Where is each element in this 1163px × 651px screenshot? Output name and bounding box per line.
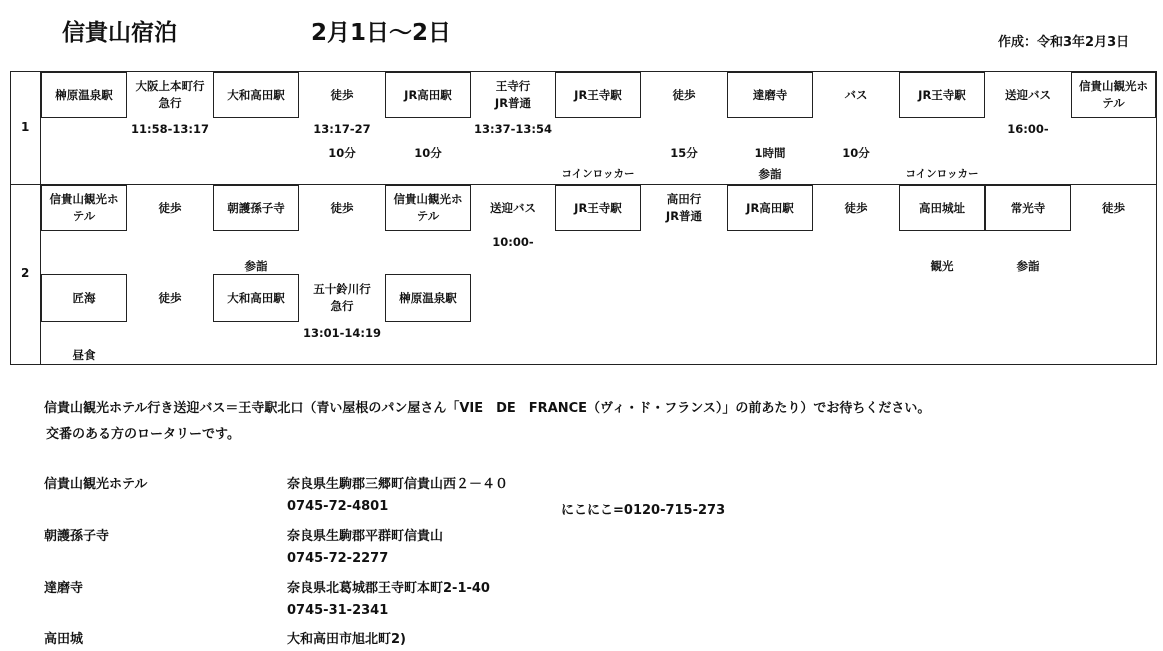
place-address: 奈良県生駒郡平群町信貴山 [287, 529, 444, 544]
bus-note-detail: 交番のある方のロータリーです。 [46, 427, 240, 442]
duration-temple: 1時間 [754, 146, 786, 160]
station-jr-oji: JR王寺駅 [899, 72, 985, 118]
time-express: 11:58-13:17 [131, 122, 209, 136]
express-train: 五十鈴川行 急行 [313, 282, 371, 313]
note-visit: 参詣 [758, 167, 782, 181]
place-address: 奈良県生駒郡三郷町信貴山西２－４０ [287, 477, 509, 492]
jr-local-train: 王寺行 JR普通 [494, 79, 532, 110]
place-phone: 0745-72-2277 [287, 551, 389, 566]
created-date: 作成：令和3年2月3日 [998, 35, 1130, 50]
hotel-shigisan: 信貴山観光ホ テル [1071, 72, 1156, 118]
time-express: 13:01-14:19 [303, 326, 381, 340]
jr-local-train: 高田行 JR普通 [665, 192, 703, 223]
station-jr-oji: JR王寺駅 [555, 72, 641, 118]
station-jr-takada: JR高田駅 [727, 185, 813, 231]
place-phone-alt: にこにこ=0120-715-273 [561, 503, 726, 518]
station-yamato-takada: 大和高田駅 [213, 274, 299, 322]
day-2-label: 2 [21, 266, 30, 280]
walk: 徒歩 [672, 87, 696, 102]
note-visit: 参詣 [244, 259, 268, 273]
station-sakakibara: 榊原温泉駅 [385, 274, 471, 322]
note-coin-locker: コインロッカー [905, 168, 979, 180]
time-shuttle: 10:00- [492, 235, 534, 249]
duration-walk: 15分 [670, 146, 698, 160]
walk: 徒歩 [844, 200, 868, 215]
place-phone: 0745-31-2341 [287, 603, 389, 618]
walk: 徒歩 [330, 87, 354, 102]
place-name: 朝護孫子寺 [44, 529, 110, 544]
walk: 徒歩 [330, 200, 354, 215]
place-phone: 0745-72-4801 [287, 499, 389, 514]
bus: バス [844, 87, 868, 102]
shuttle-bus: 送迎バス [490, 200, 536, 215]
takada-castle-ruins: 高田城址 [899, 185, 985, 231]
place-address: 奈良県北葛城郡王寺町本町2-1-40 [287, 581, 490, 596]
note-lunch: 昼食 [72, 348, 96, 362]
duration-jr: 10分 [414, 146, 442, 160]
bus-note: 信貴山観光ホテル行き送迎バス＝王寺駅北口（青い屋根のパン屋さん「VIE DE FRANCE（ヴィ・ド・フランス）」の前あたり）でお待ちください。 [44, 401, 931, 416]
hotel-shigisan: 信貴山観光ホ テル [385, 185, 471, 231]
place-address: 大和高田市旭北町2) [287, 632, 406, 647]
walk: 徒歩 [158, 290, 182, 305]
note-coin-locker: コインロッカー [561, 168, 635, 180]
page-title: 信貴山宿泊 [62, 20, 177, 46]
duration-walk: 10分 [328, 146, 356, 160]
trip-dates: 2月1日～2日 [311, 20, 452, 46]
place-name: 信貴山観光ホテル [44, 477, 148, 492]
station-jr-oji: JR王寺駅 [555, 185, 641, 231]
note-visit: 参詣 [1016, 259, 1040, 273]
express-train: 大阪上本町行 急行 [135, 79, 205, 110]
shuttle-bus: 送迎バス [1005, 87, 1051, 102]
temple-daruma: 達磨寺 [727, 72, 813, 118]
hotel-shigisan: 信貴山観光ホ テル [41, 185, 127, 231]
place-name: 達磨寺 [44, 581, 84, 596]
restaurant-takumi: 匠海 [41, 274, 127, 322]
station-sakakibara: 榊原温泉駅 [41, 72, 127, 118]
station-yamato-takada: 大和高田駅 [213, 72, 299, 118]
station-jr-takada: JR高田駅 [385, 72, 471, 118]
temple-chogosonshi: 朝護孫子寺 [213, 185, 299, 231]
note-sightseeing: 観光 [930, 259, 954, 273]
time-shuttle: 16:00- [1007, 122, 1049, 136]
time-jr-local: 13:37-13:54 [474, 122, 552, 136]
day-1-label: 1 [21, 120, 30, 134]
walk: 徒歩 [158, 200, 182, 215]
temple-jokoji: 常光寺 [985, 185, 1071, 231]
walk: 徒歩 [1102, 200, 1125, 215]
duration-bus: 10分 [842, 146, 870, 160]
time-walk: 13:17-27 [313, 122, 371, 136]
place-name: 高田城 [44, 632, 84, 647]
